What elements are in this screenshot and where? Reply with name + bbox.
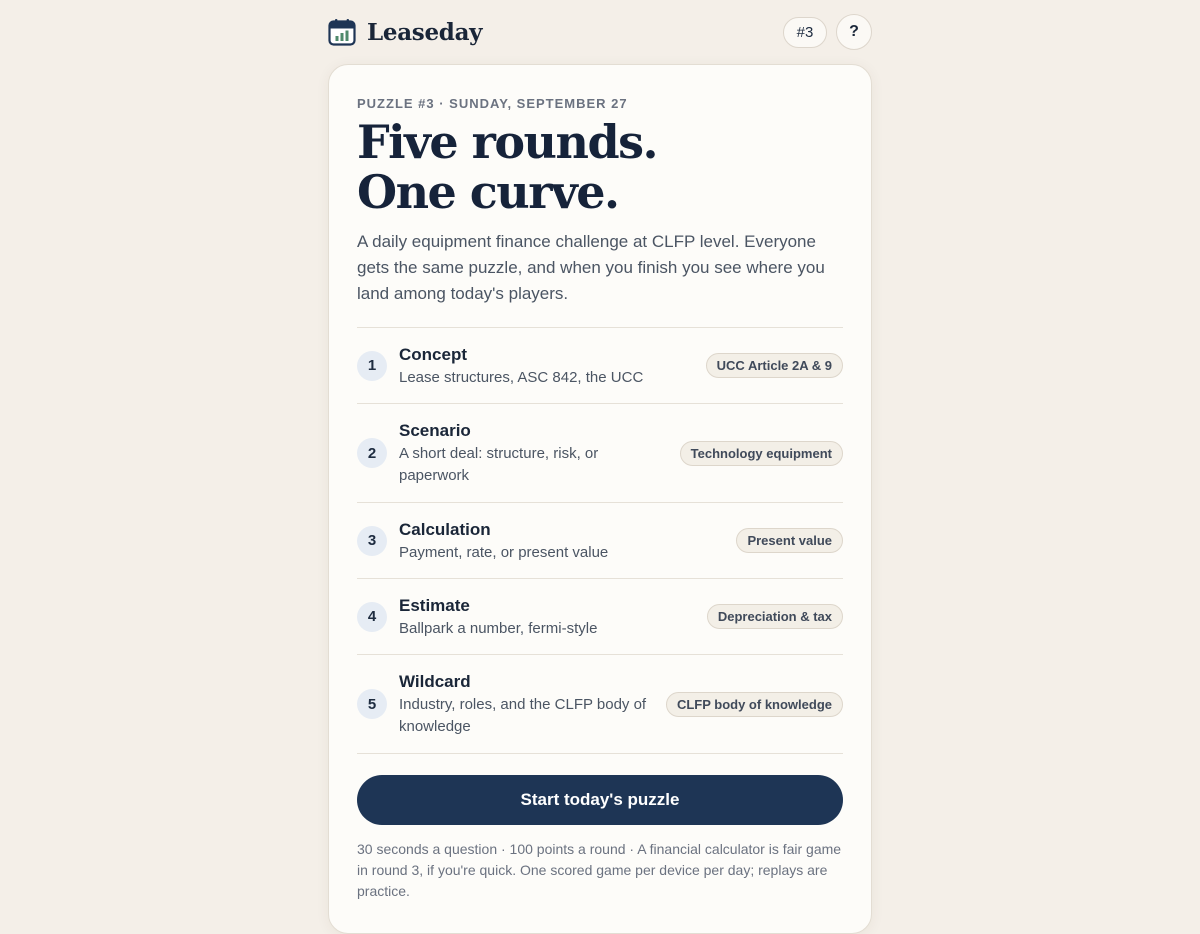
top-bar <box>328 14 872 50</box>
round-description: Industry, roles, and the CLFP body of knowledge <box>399 696 647 735</box>
app-name: Leaseday <box>367 18 483 46</box>
round-text <box>399 419 668 487</box>
round-number: 3 <box>357 526 387 556</box>
round-text <box>399 343 694 389</box>
round-title: Estimate <box>399 595 470 615</box>
brand[interactable] <box>328 18 482 46</box>
round-number: 4 <box>357 602 387 632</box>
round-item-wildcard <box>357 655 843 754</box>
help-button[interactable]: ? <box>836 14 872 50</box>
calendar-chart-icon <box>328 18 356 46</box>
round-title: Wildcard <box>399 672 471 691</box>
start-puzzle-button[interactable]: Start today's puzzle <box>357 775 843 825</box>
top-actions <box>783 14 872 50</box>
round-topic-tag: Present value <box>736 528 843 553</box>
round-item-estimate <box>357 579 843 655</box>
round-text <box>399 594 695 640</box>
round-number: 1 <box>357 351 387 381</box>
headline-line-1: Five rounds. <box>357 115 658 169</box>
puzzle-card <box>328 64 872 934</box>
round-title: Calculation <box>399 519 491 539</box>
round-item-scenario <box>357 404 843 503</box>
round-topic-tag: UCC Article 2A & 9 <box>706 353 843 378</box>
round-item-calculation <box>357 503 843 579</box>
round-text <box>399 670 654 738</box>
round-description: Lease structures, ASC 842, the UCC <box>399 368 644 386</box>
round-topic-tag: Technology equipment <box>680 441 843 466</box>
puzzle-eyebrow: PUZZLE #3 · SUNDAY, SEPTEMBER 27 <box>357 96 628 111</box>
round-text <box>399 518 724 564</box>
round-description: Payment, rate, or present value <box>399 543 609 561</box>
round-number: 5 <box>357 689 387 719</box>
round-item-concept <box>357 328 843 404</box>
round-description: Ballpark a number, fermi-style <box>399 619 598 637</box>
round-topic-tag: CLFP body of knowledge <box>666 692 843 717</box>
rules-footnote: 30 seconds a question · 100 points a round · A financial calculator is fair game in round 3, if you're quick. One scored game per device per day; replays are practice. <box>357 841 842 899</box>
round-topic-tag: Depreciation & tax <box>707 604 843 629</box>
round-title: Scenario <box>399 421 471 440</box>
round-number: 2 <box>357 438 387 468</box>
rounds-list <box>357 327 843 754</box>
page-title <box>357 117 843 217</box>
intro-description: A daily equipment finance challenge at CLFP level. Everyone gets the same puzzle, and when you finish you see where you land among today's players. <box>357 232 825 303</box>
puzzle-number-button[interactable]: #3 <box>783 17 827 48</box>
headline-line-2: One curve. <box>357 165 619 219</box>
round-description: A short deal: structure, risk, or paperwork <box>399 445 599 484</box>
round-title: Concept <box>399 344 467 364</box>
